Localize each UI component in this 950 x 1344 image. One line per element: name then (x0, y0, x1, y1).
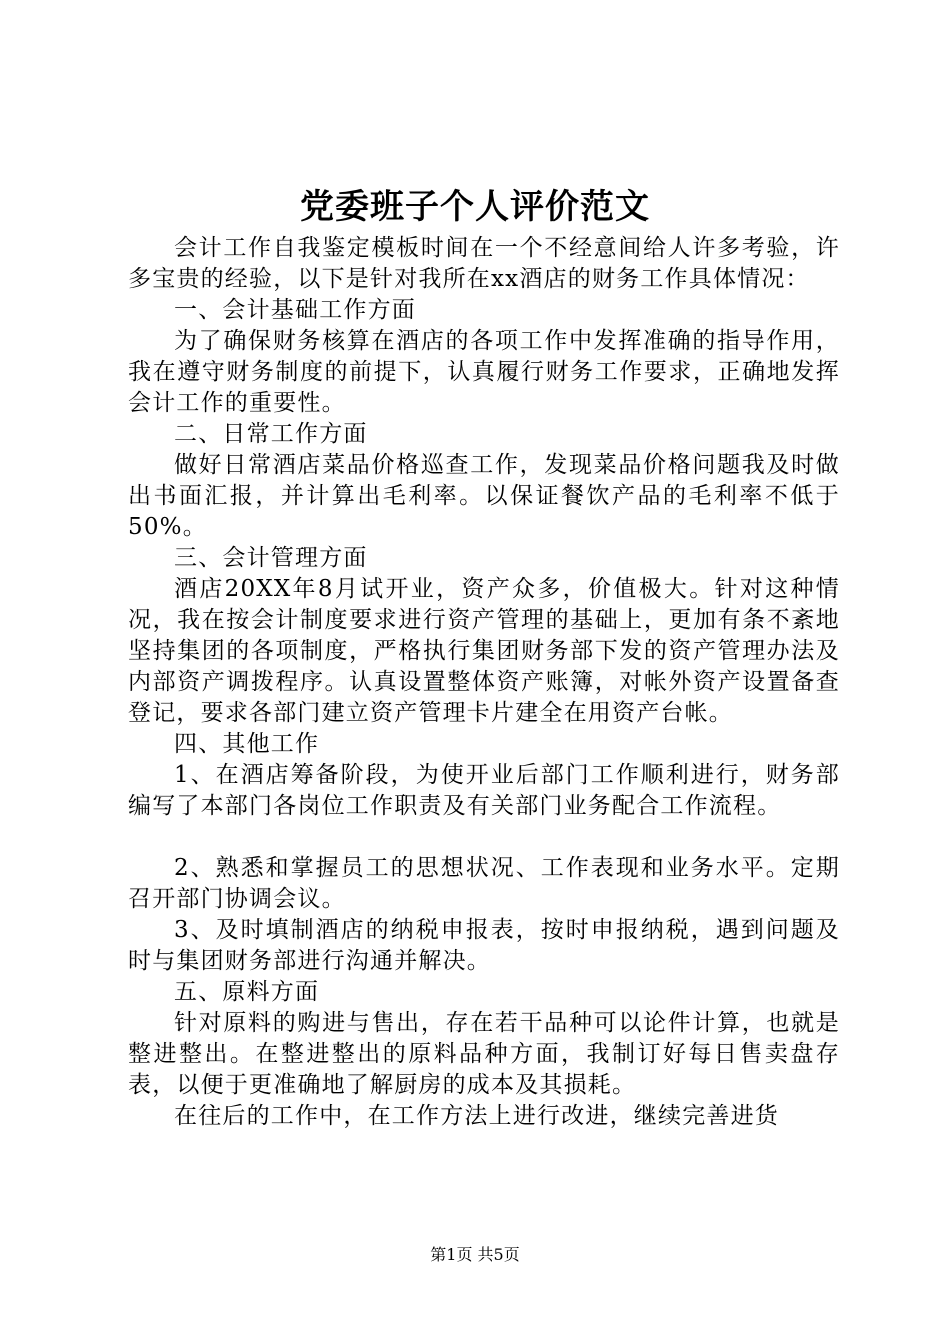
intro-paragraph: 会计工作自我鉴定模板时间在一个不经意间给人许多考验，许多宝贵的经验，以下是针对我所在xx酒店的财务工作具体情况： (128, 235, 840, 292)
section-heading-1: 一、会计基础工作方面 (174, 297, 416, 323)
body-paragraph: 在往后的工作中，在工作方法上进行改进，继续完善进货 (174, 1103, 779, 1129)
section-heading-3: 三、会计管理方面 (174, 545, 368, 571)
list-item: 1、在酒店筹备阶段，为使开业后部门工作顺利进行，财务部编写了本部门各岗位工作职责及有关部门业务配合工作流程。 (128, 762, 840, 819)
body-paragraph: 为了确保财务核算在酒店的各项工作中发挥准确的指导作用，我在遵守财务制度的前提下，认真履行财务工作要求，正确地发挥会计工作的重要性。 (128, 328, 840, 416)
body-paragraph: 针对原料的购进与售出，存在若干品种可以论件计算，也就是整进整出。在整进整出的原料品种方面，我制订好每日售卖盘存表，以便于更准确地了解厨房的成本及其损耗。 (128, 1010, 840, 1098)
section-heading-2: 二、日常工作方面 (174, 421, 368, 447)
body-paragraph: 做好日常酒店菜品价格巡查工作，发现菜品价格问题我及时做出书面汇报，并计算出毛利率。以保证餐饮产品的毛利率不低于50%。 (128, 452, 840, 540)
section-heading-4: 四、其他工作 (174, 731, 320, 757)
page-number-footer: 第1页 共5页 (430, 1245, 520, 1264)
document-title: 党委班子个人评价范文 (300, 187, 650, 227)
list-item: 3、及时填制酒店的纳税申报表，按时申报纳税，遇到问题及时与集团财务部进行沟通并解决。 (128, 917, 840, 974)
section-heading-5: 五、原料方面 (174, 979, 320, 1005)
body-paragraph: 酒店20XX年8月试开业，资产众多，价值极大。针对这种情况，我在按会计制度要求进行资产管理的基础上，更加有条不紊地坚持集团的各项制度，严格执行集团财务部下发的资产管理办法及内部资产调拨程序。认真设置整体资产账簿，对帐外资产设置备查登记，要求各部门建立资产管理卡片建全在用资产台帐。 (128, 576, 840, 726)
document-body (128, 233, 840, 1132)
list-item: 2、熟悉和掌握员工的思想状况、工作表现和业务水平。定期召开部门协调会议。 (128, 855, 840, 912)
